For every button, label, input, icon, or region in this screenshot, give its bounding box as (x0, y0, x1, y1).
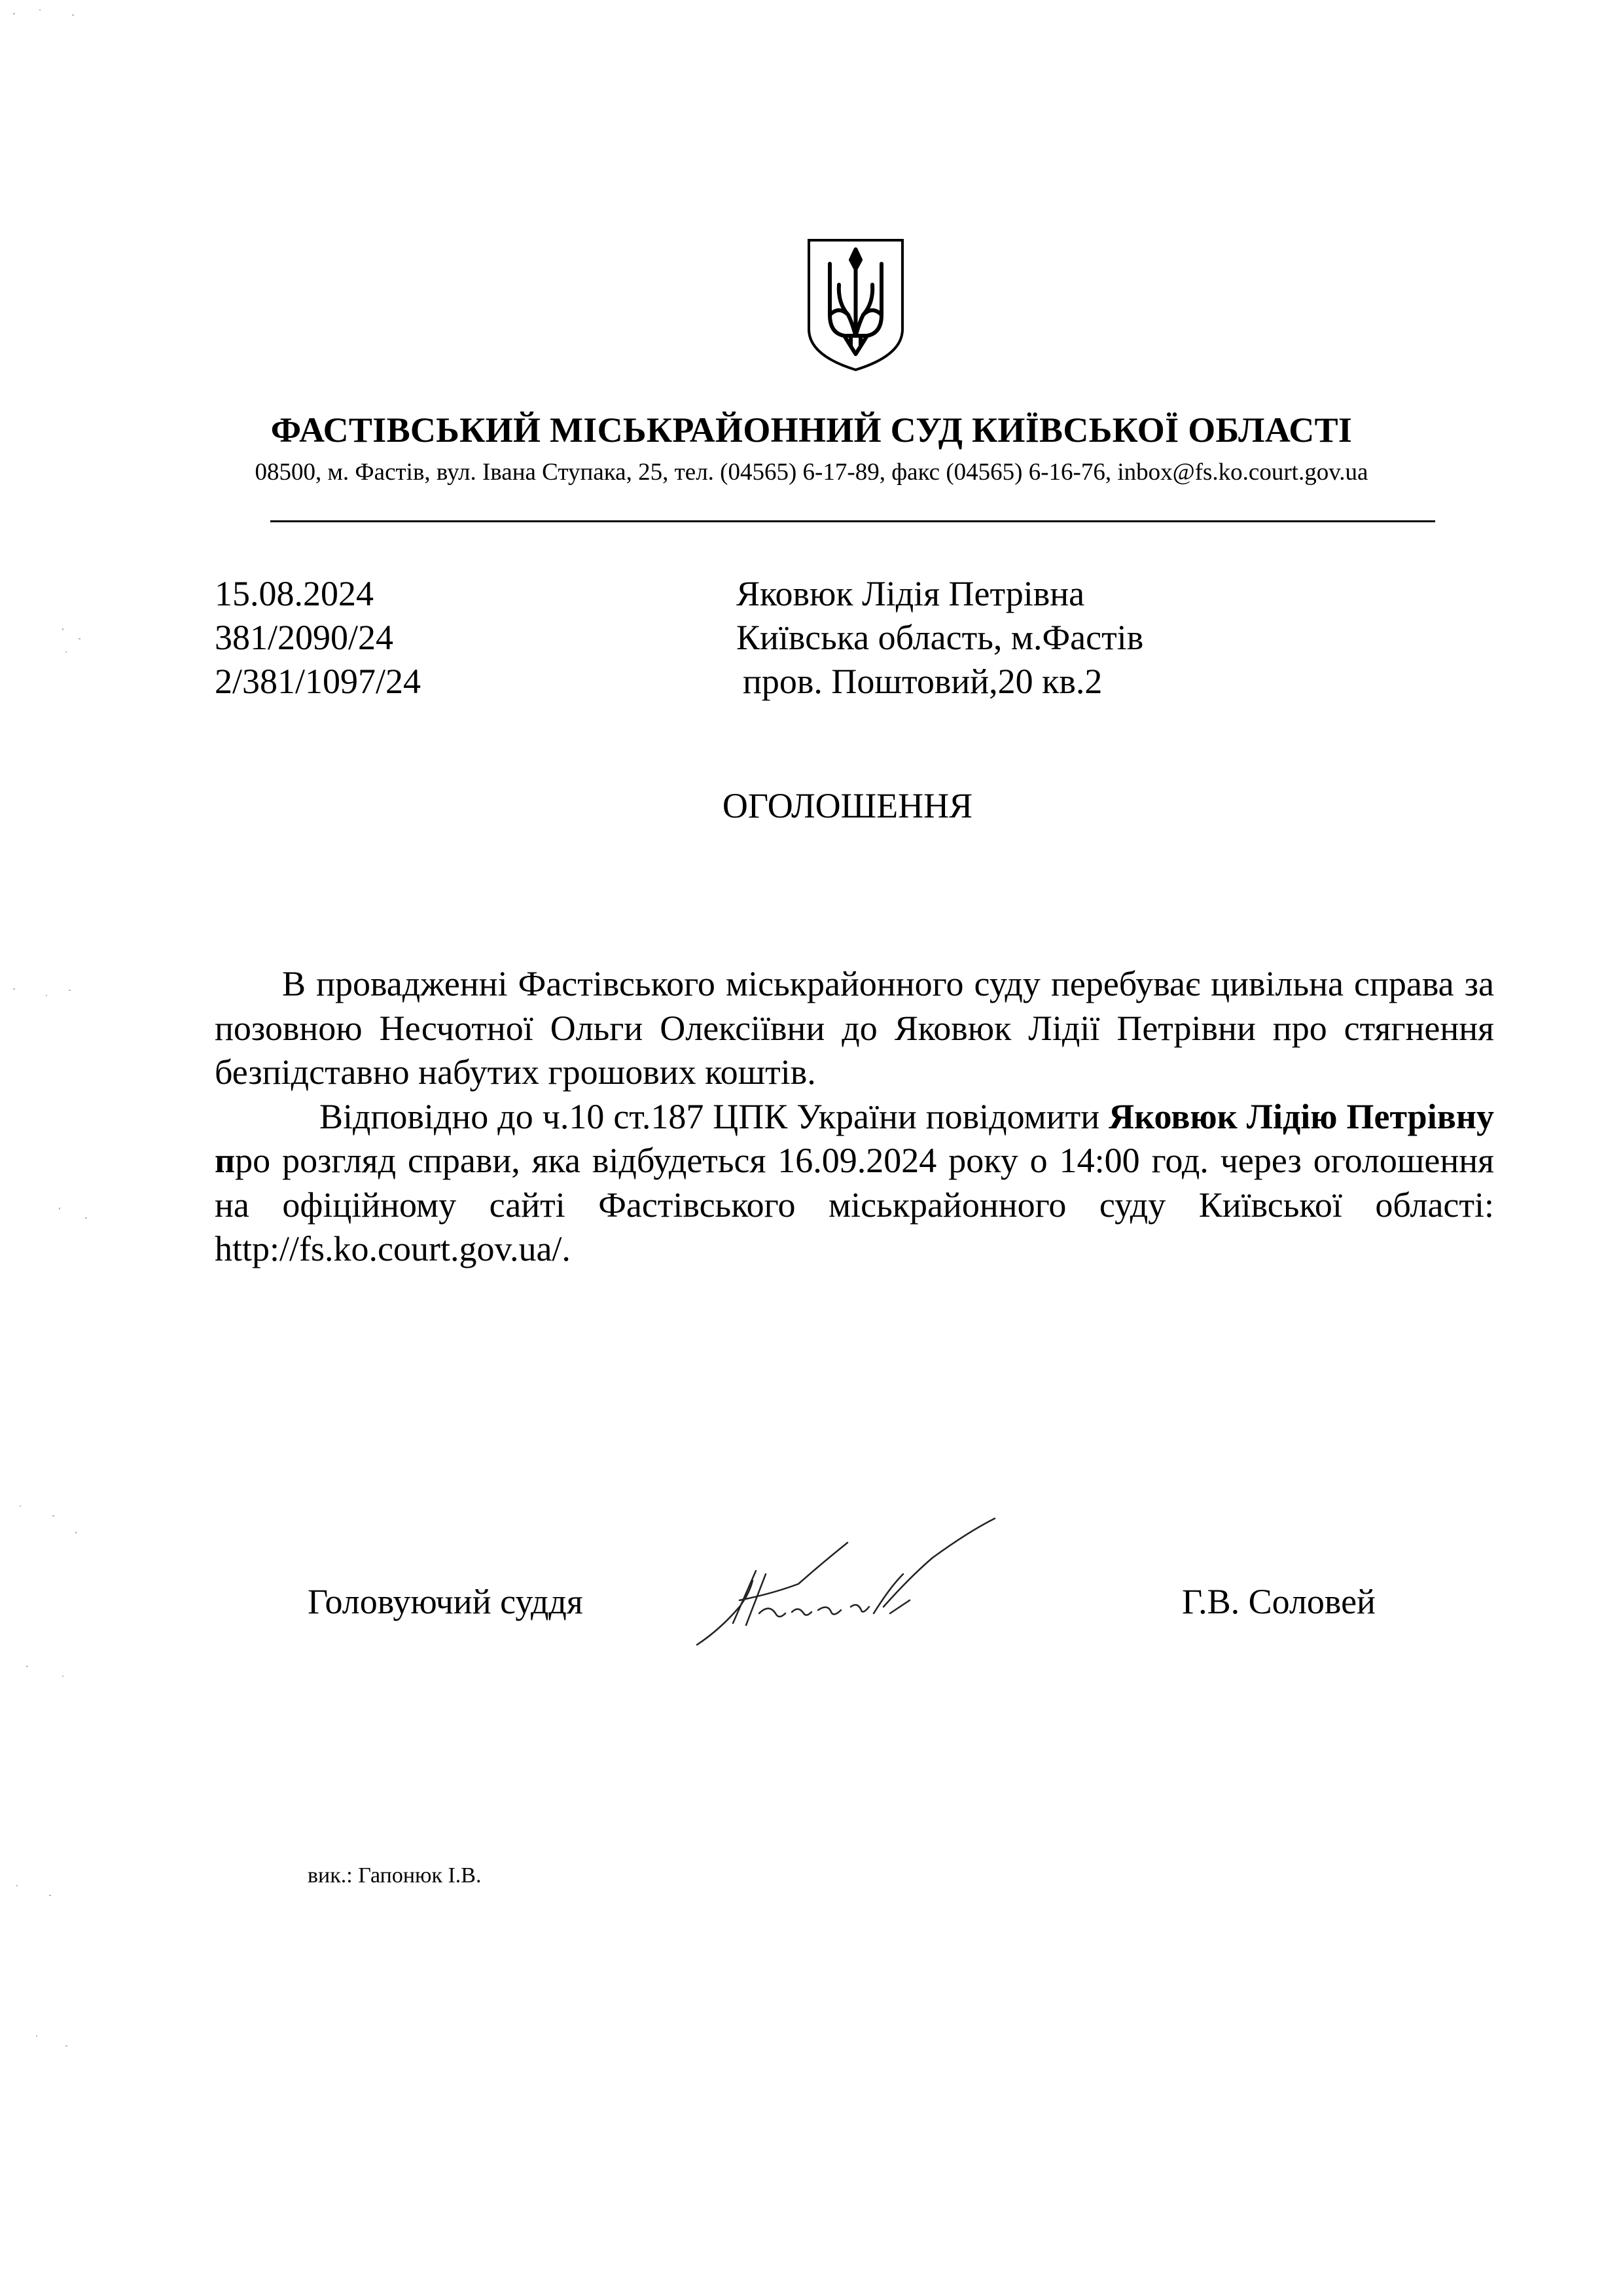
proceeding-number: 2/381/1097/24 (215, 662, 421, 701)
notified-person: Яковюк Лідію Петрівну п (215, 1096, 1494, 1180)
recipient-block (736, 572, 1143, 704)
recipient-street: пров. Поштовий,20 кв.2 (743, 662, 1103, 701)
court-name: ФАСТІВСЬКИЙ МІСЬКРАЙОННИЙ СУД КИЇВСЬКОЇ ОБЛАСТІ (270, 410, 1353, 450)
signer-name: Г.В. Соловей (1182, 1582, 1376, 1621)
document-date: 15.08.2024 (215, 574, 374, 613)
announcement-paragraph-1: В провадженні Фастівського міськрайонного суду перебуває цивільна справа за позовною Несчотної Ольги Олексіївни до Яковюк Лідії Петрівни про стягнення безпідставно набутих грошових коштів. (215, 964, 1494, 1092)
case-number: 381/2090/24 (215, 618, 394, 657)
recipient-name: Яковюк Лідія Петрівна (736, 574, 1085, 613)
document-meta (215, 572, 421, 704)
coat-of-arms-icon (805, 238, 906, 372)
announcement-paragraph-2 (215, 1095, 1494, 1272)
signature-role: Головуючий суддя (308, 1582, 583, 1621)
executor-note: вик.: Гапонюк І.В. (308, 1863, 482, 1888)
handwritten-signature (694, 1515, 1034, 1653)
paragraph-2-start: Відповідно до ч.10 ст.187 ЦПК України повідомити (319, 1096, 1109, 1136)
recipient-city: Київська область, м.Фастів (736, 618, 1144, 657)
court-address: 08500, м. Фастів, вул. Івана Ступака, 25, тел. (04565) 6-17-89, факс (04565) 6-16-76, inbox@fs.ko.court.gov.ua (255, 459, 1368, 486)
announcement-title: ОГОЛОШЕННЯ (722, 786, 973, 825)
header-divider (270, 520, 1435, 522)
scan-margin-noise (0, 0, 131, 2296)
announcement-body (215, 962, 1494, 1272)
paragraph-2-end: ро розгляд справи, яка відбудеться 16.09.2024 року о 14:00 год. через оголошення на офіційному сайті Фастівського міськрайонного суду Київської області: http://fs.ko.court.gov.ua/. (215, 1141, 1494, 1268)
